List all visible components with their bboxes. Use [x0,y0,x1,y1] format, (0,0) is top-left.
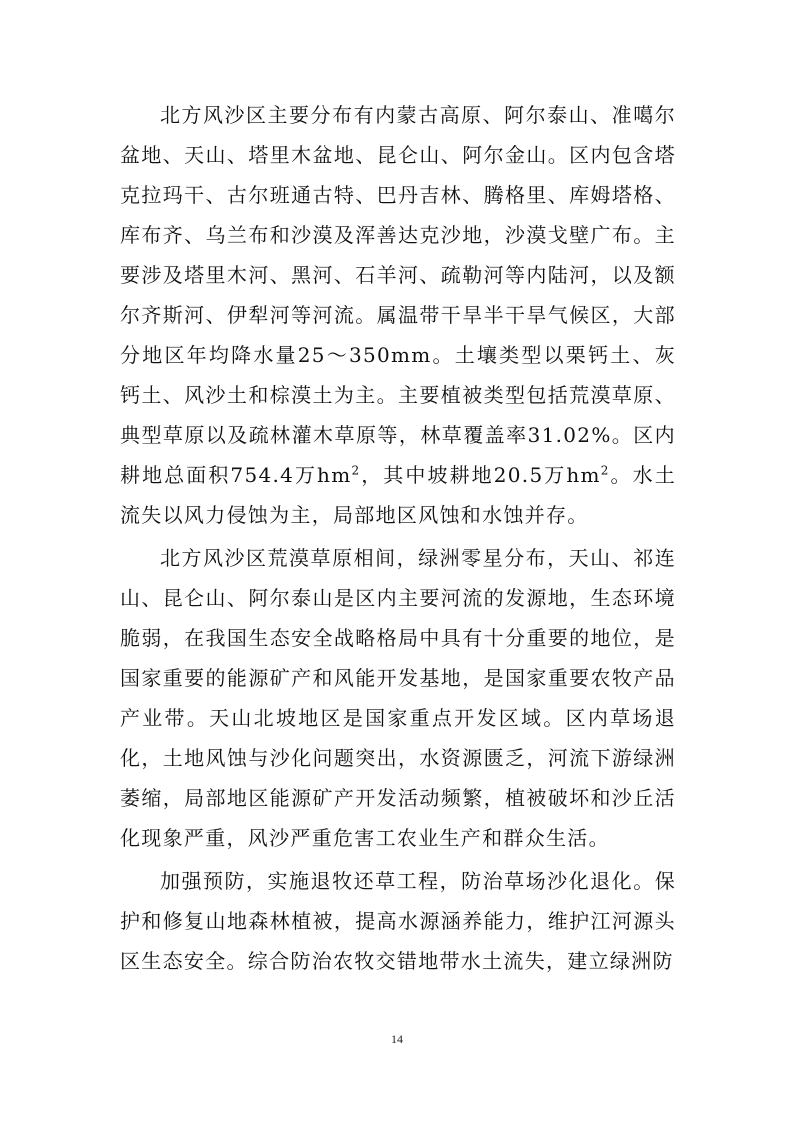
paragraph-1-text-b: ，其中坡耕地20.5万hm [360,463,601,487]
superscript-area-unit-1: 2 [351,463,361,478]
superscript-area-unit-2: 2 [600,463,610,478]
paragraph-ecological-issues: 北方风沙区荒漠草原相间，绿洲零星分布，天山、祁连山、昆仑山、阿尔泰山是区内主要河流的发源地，生态环境脆弱，在我国生态安全战略格局中具有十分重要的地位，是国家重要的能源矿产和风能开发基地，是国家重要农牧产品产业带。天山北坡地区是国家重点开发区域。区内草场退化，土地风蚀与沙化问题突出，水资源匮乏，河流下游绿洲萎缩，局部地区能源矿产开发活动频繁，植被破坏和沙丘活化现象严重，风沙严重危害工农业生产和群众生活。 [120,546,676,850]
paragraph-regional-overview [120,95,676,535]
page-number: 14 [391,1032,403,1046]
paragraph-1-text-c: 。水土流失以风力侵蚀为主，局部地区风蚀和水蚀并存。 [120,463,676,527]
document-body [120,95,676,984]
paragraph-prevention-measures: 加强预防，实施退牧还草工程，防治草场沙化退化。保护和修复山地森林植被，提高水源涵养能力，维护江河源头区生态安全。综合防治农牧交错地带水土流失，建立绿洲防 [120,869,676,973]
paragraph-1-text-a: 北方风沙区主要分布有内蒙古高原、阿尔泰山、准噶尔盆地、天山、塔里木盆地、昆仑山、阿尔金山。区内包含塔克拉玛干、古尔班通古特、巴丹吉林、腾格里、库姆塔格、库布齐、乌兰布和沙漠及浑善达克沙地，沙漠戈壁广布。主要涉及塔里木河、黑河、石羊河、疏勒河等内陆河，以及额尔齐斯河、伊犁河等河流。属温带干旱半干旱气候区，大部分地区年均降水量25～350mm。土壤类型以栗钙土、灰钙土、风沙土和棕漠土为主。主要植被类型包括荒漠草原、典型草原以及疏林灌木草原等，林草覆盖率31.02%。区内耕地总面积754.4万hm [120,103,676,487]
